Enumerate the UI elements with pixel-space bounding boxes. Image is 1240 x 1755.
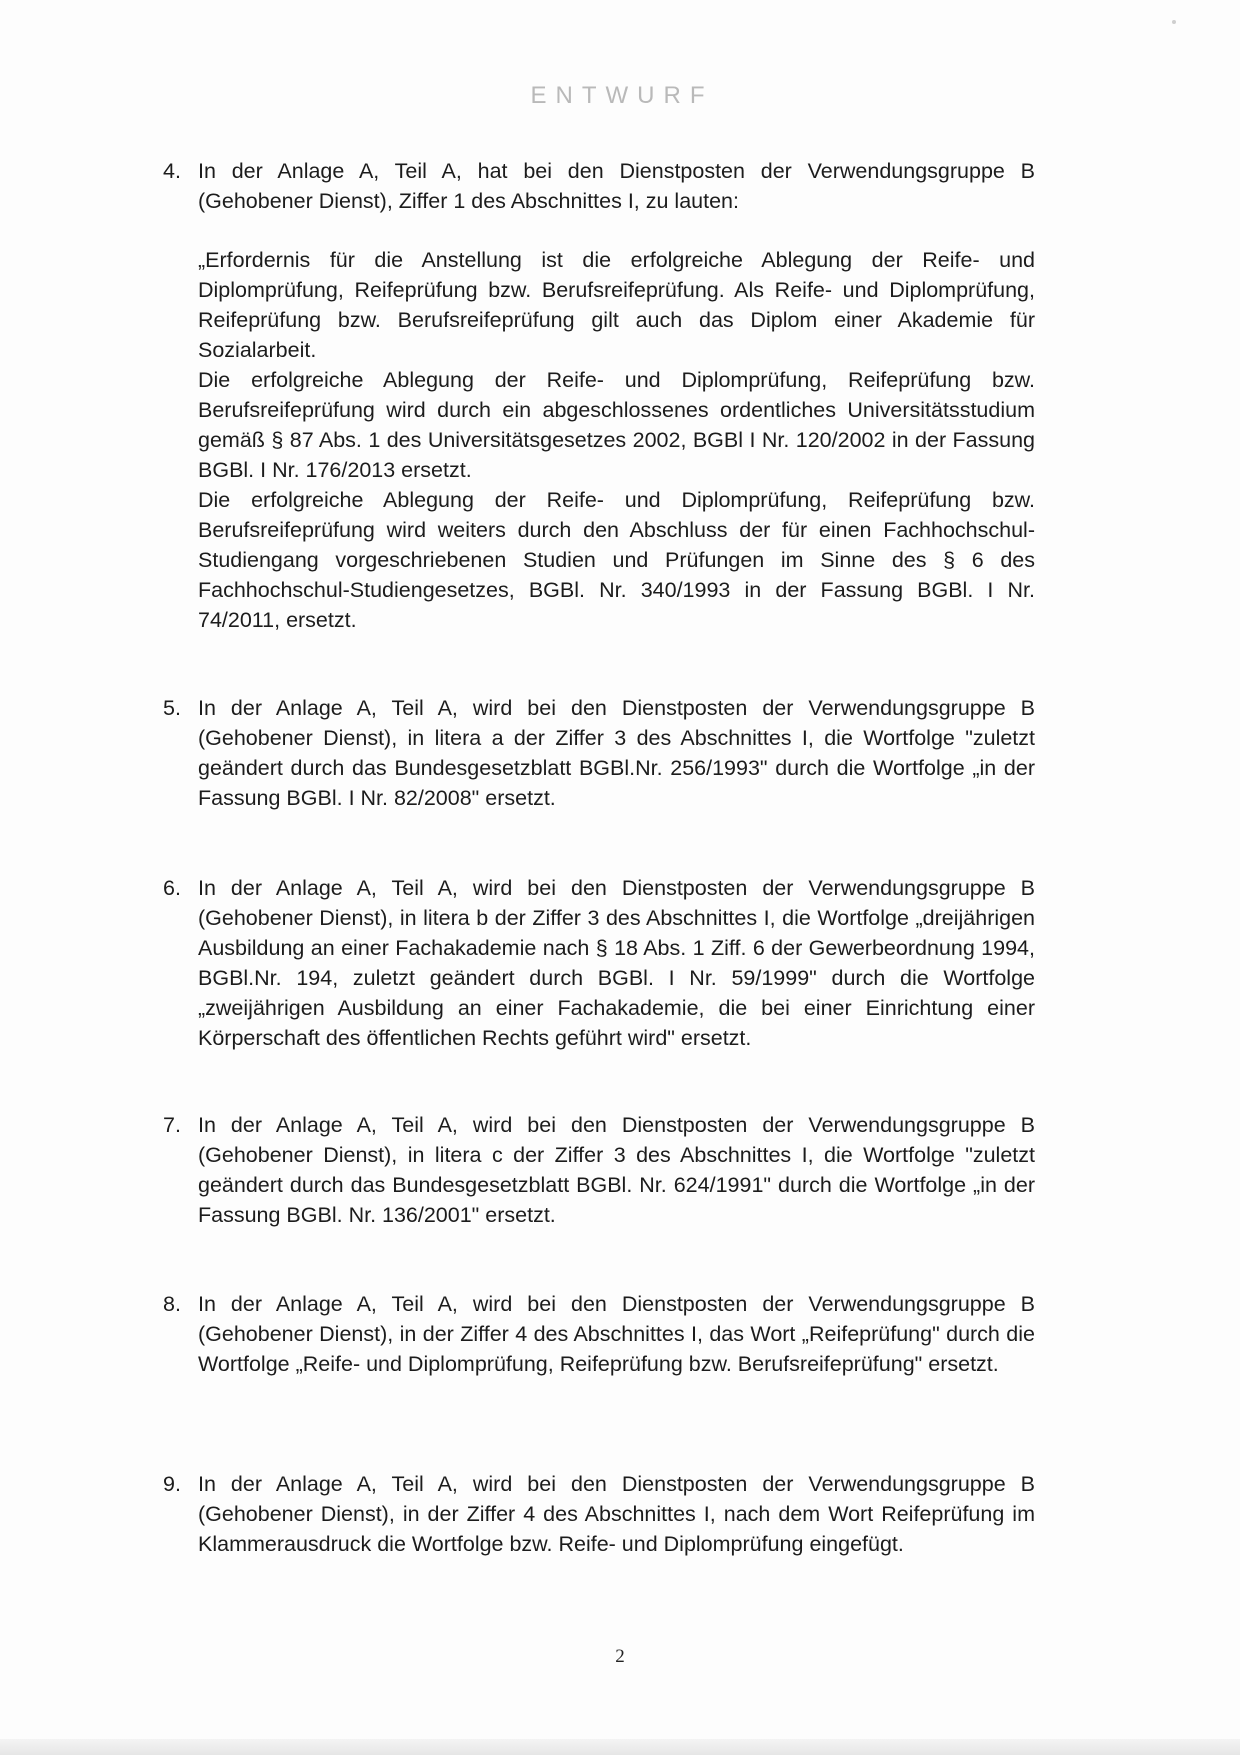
- quote-paragraph: „Erfordernis für die Anstellung ist die erfolgreiche Ablegung der Reife- und Diplomprüfung, Reifeprüfung bzw. Berufsreifeprüfung. Als Reife- und Diplomprüfung, Reifeprüfung bzw. Berufsreifeprüfung gilt auch das Diplom einer Akademie für Sozialarbeit.: [198, 248, 1035, 362]
- scan-bottom-edge: [0, 1739, 1240, 1755]
- list-item-7: [163, 1110, 1035, 1230]
- item-number: 9.: [163, 1472, 181, 1496]
- quoted-text-block: [198, 245, 1035, 635]
- quote-paragraph: Die erfolgreiche Ablegung der Reife- und Diplomprüfung, Reifeprüfung bzw. Berufsreifeprüfung wird weiters durch den Abschluss der für einen Fachhochschul-Studiengang vorgeschriebenen Studien und Prüfungen im Sinne des § 6 des Fachhochschul-Studiengesetzes, BGBl. Nr. 340/1993 in der Fassung BGBl. I Nr. 74/2011, ersetzt.: [198, 488, 1035, 632]
- list-item-9: [163, 1469, 1035, 1559]
- list-item-5: [163, 693, 1035, 813]
- scan-speck: [1172, 20, 1176, 24]
- page-number: 2: [615, 1646, 625, 1667]
- item-number: 5.: [163, 696, 181, 720]
- item-text: In der Anlage A, Teil A, wird bei den Dienstposten der Verwendungsgruppe B (Gehobener Dienst), in litera a der Ziffer 3 des Abschnittes I, die Wortfolge "zuletzt geändert durch das Bundesgesetzblatt BGBl.Nr. 256/1993" durch die Wortfolge „in der Fassung BGBl. I Nr. 82/2008" ersetzt.: [198, 696, 1035, 810]
- list-item-8: [163, 1289, 1035, 1379]
- list-item-6: [163, 873, 1035, 1053]
- item-number: 6.: [163, 876, 181, 900]
- item-text: In der Anlage A, Teil A, hat bei den Dienstposten der Verwendungsgruppe B (Gehobener Dienst), Ziffer 1 des Abschnittes I, zu lauten:: [198, 159, 1035, 213]
- item-number: 7.: [163, 1113, 181, 1137]
- quote-paragraph: Die erfolgreiche Ablegung der Reife- und Diplomprüfung, Reifeprüfung bzw. Berufsreifeprüfung wird durch ein abgeschlossenes ordentliches Universitätsstudium gemäß § 87 Abs. 1 des Universitätsgesetzes 2002, BGBl I Nr. 120/2002 in der Fassung BGBl. I Nr. 176/2013 ersetzt.: [198, 368, 1035, 482]
- list-item-4: [163, 156, 1035, 216]
- item-text: In der Anlage A, Teil A, wird bei den Dienstposten der Verwendungsgruppe B (Gehobener Dienst), in litera b der Ziffer 3 des Abschnittes I, die Wortfolge „dreijährigen Ausbildung an einer Fachakademie nach § 18 Abs. 1 Ziff. 6 der Gewerbeordnung 1994, BGBl.Nr. 194, zuletzt geändert durch BGBl. I Nr. 59/1999" durch die Wortfolge „zweijährigen Ausbildung an einer Fachakademie, die bei einer Einrichtung einer Körperschaft des öffentlichen Rechts geführt wird" ersetzt.: [198, 876, 1035, 1050]
- item-text: In der Anlage A, Teil A, wird bei den Dienstposten der Verwendungsgruppe B (Gehobener Dienst), in litera c der Ziffer 3 des Abschnittes I, die Wortfolge "zuletzt geändert durch das Bundesgesetzblatt BGBl. Nr. 624/1991" durch die Wortfolge „in der Fassung BGBl. Nr. 136/2001" ersetzt.: [198, 1113, 1035, 1227]
- item-number: 8.: [163, 1292, 181, 1316]
- item-text: In der Anlage A, Teil A, wird bei den Dienstposten der Verwendungsgruppe B (Gehobener Dienst), in der Ziffer 4 des Abschnittes I, nach dem Wort Reifeprüfung im Klammerausdruck die Wortfolge bzw. Reife- und Diplomprüfung eingefügt.: [198, 1472, 1035, 1556]
- item-text: In der Anlage A, Teil A, wird bei den Dienstposten der Verwendungsgruppe B (Gehobener Dienst), in der Ziffer 4 des Abschnittes I, das Wort „Reifeprüfung" durch die Wortfolge „Reife- und Diplomprüfung, Reifeprüfung bzw. Berufsreifeprüfung" ersetzt.: [198, 1292, 1035, 1376]
- draft-watermark: ENTWURF: [530, 82, 714, 109]
- item-number: 4.: [163, 159, 181, 183]
